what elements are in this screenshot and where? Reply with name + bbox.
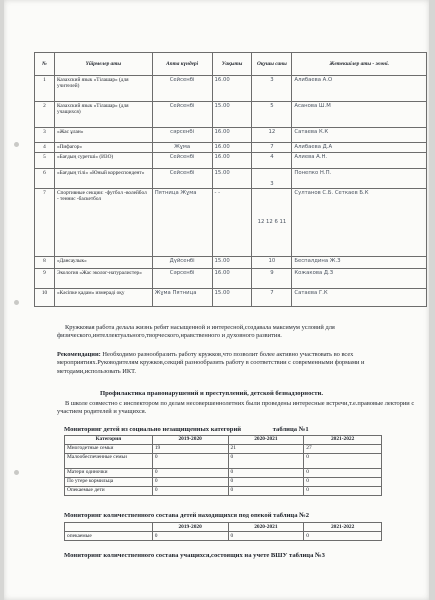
col-number-header: № <box>35 53 55 76</box>
leader-name: Алиева А.Н. <box>292 153 427 169</box>
value-cell: 0 <box>152 469 228 478</box>
monitoring-1-title-text: Мониторинг детей из социально незащищенных категорий <box>64 426 242 433</box>
student-count: 12 12 6 11 <box>252 189 292 257</box>
guardianship-table <box>64 522 382 541</box>
student-count: 5 <box>252 102 292 128</box>
prevention-paragraph <box>57 400 419 417</box>
row-number: 1 <box>35 76 55 102</box>
table-row <box>35 257 427 269</box>
year-header: 2021-2022 <box>304 523 382 532</box>
student-count: 7 <box>252 289 292 307</box>
weekday: сәрсенбі <box>152 128 212 143</box>
year-header: 2020-2021 <box>228 436 304 445</box>
table-row <box>65 445 382 454</box>
leader-name: Алибаева А.О <box>292 76 427 102</box>
value-cell: 0 <box>304 487 382 496</box>
club-name: Казахский язык «Тілашар» (для учителей) <box>54 76 152 102</box>
value-cell: 0 <box>228 469 304 478</box>
club-name: «Дансаулык» <box>54 257 152 269</box>
document-page <box>4 0 429 600</box>
monitoring-table-3-title: Мониторинг количественного состава учащихся,состоящих на учете ВШУ таблица №3 <box>64 552 325 559</box>
table-row <box>35 189 427 257</box>
student-count: 3 <box>252 76 292 102</box>
section-heading: Профилактика правонарушений и преступлений, детской безнадзорности. <box>100 390 323 397</box>
weekday: Сейсенбі <box>152 76 212 102</box>
club-name: Спортивные секции: -футбол -волейбол - теннис -баскетбол <box>54 189 152 257</box>
weekday: Сейсенбі <box>152 102 212 128</box>
time: 16.00 <box>212 269 252 289</box>
table-row <box>35 289 427 307</box>
year-header: 2020-2021 <box>228 523 304 532</box>
value-cell: 0 <box>152 454 228 469</box>
row-number: 3 <box>35 128 55 143</box>
student-count: 7 <box>252 143 292 153</box>
club-name: «Жас ұлан» <box>54 128 152 143</box>
clubs-summary-paragraph <box>57 324 419 341</box>
time: 15.00 <box>212 169 252 189</box>
value-cell: 0 <box>152 487 228 496</box>
row-number: 6 <box>35 169 55 189</box>
value-cell: 0 <box>152 478 228 487</box>
table-row <box>65 454 382 469</box>
table-row <box>35 128 427 143</box>
time: 16.00 <box>212 128 252 143</box>
row-number: 4 <box>35 143 55 153</box>
time: 15.00 <box>212 102 252 128</box>
row-number: 9 <box>35 269 55 289</box>
value-cell: 0 <box>152 532 228 541</box>
leader-name: Султанов С.Б. Сеткаев Б.К <box>292 189 427 257</box>
student-count: 4 <box>252 153 292 169</box>
club-name: Экология «Жас эколог-натуралистер» <box>54 269 152 289</box>
table-row <box>35 169 427 189</box>
time: 16.00 <box>212 153 252 169</box>
club-name: «Кәсіпке қадам» измераді оқу <box>54 289 152 307</box>
weekday: Сәрсенбі <box>152 269 212 289</box>
value-cell: 0 <box>228 532 304 541</box>
summary-text: Кружковая работа делала жизнь ребят насыщенной и интересной,создавала максимум условий для физического,интеллектуального,творческого,нравственного и духовного развития. <box>57 324 335 340</box>
leader-name: Беспалдина Ж.З <box>292 257 427 269</box>
club-name: «Бағдың суретші» (ИЗО) <box>54 153 152 169</box>
col-students-header: Оқушы саны <box>252 53 292 76</box>
monitoring-table-2-title: Мониторинг количественного состава детей находящихся под опекой таблица №2 <box>64 512 310 519</box>
value-cell: 21 <box>228 445 304 454</box>
category-name: Многодетные семьи <box>65 445 153 454</box>
category-name: опекаемые <box>65 532 153 541</box>
col-time-header: Уақыты <box>212 53 252 76</box>
table-row <box>35 269 427 289</box>
table-row <box>35 76 427 102</box>
recommendations-label: Рекомендации: <box>57 351 101 358</box>
leader-name: Асанова Ш.М <box>292 102 427 128</box>
weekday: Сейсенбі <box>152 169 212 189</box>
table-header-row <box>35 53 427 76</box>
value-cell: 19 <box>152 445 228 454</box>
time: 16.00 <box>212 76 252 102</box>
row-number: 5 <box>35 153 55 169</box>
student-count: 9 <box>252 269 292 289</box>
time: 15.00 <box>212 289 252 307</box>
student-count: 12 <box>252 128 292 143</box>
table-row <box>65 487 382 496</box>
weekday: Пятница Жұма <box>152 189 212 257</box>
category-name: Опекаемые дети <box>65 487 153 496</box>
club-name: «Пифагор» <box>54 143 152 153</box>
table-row <box>65 478 382 487</box>
table-row <box>35 143 427 153</box>
recommendations-text: Необходимо разнообразить работу кружков,что позволит более активно участвовать во всех мероприятиях.Руководителям кружков,секций разнообразить работу в соответствии с современными формами и методами,использовать ИКТ. <box>57 351 365 375</box>
year-header: 2021-2022 <box>304 436 382 445</box>
leader-name: Сатаева К.К <box>292 128 427 143</box>
table-header-row <box>65 436 382 445</box>
value-cell: 0 <box>304 454 382 469</box>
value-cell: 0 <box>304 469 382 478</box>
weekday: Жұма Пятница <box>152 289 212 307</box>
row-number: 10 <box>35 289 55 307</box>
col-weekday-header: Апта күндері <box>152 53 212 76</box>
leader-name: Алибаева Д.А <box>292 143 427 153</box>
club-name: Казахский язык «Тілашар» (для учащихся) <box>54 102 152 128</box>
value-cell: 0 <box>228 454 304 469</box>
row-number: 8 <box>35 257 55 269</box>
row-number: 2 <box>35 102 55 128</box>
value-cell: 0 <box>228 487 304 496</box>
weekday: Дүйсенбі <box>152 257 212 269</box>
time: 15.00 <box>212 257 252 269</box>
leader-name: Кожакова Д.З <box>292 269 427 289</box>
punch-hole <box>14 300 19 305</box>
category-name: Матери одиночки <box>65 469 153 478</box>
year-header: 2019-2020 <box>152 523 228 532</box>
category-name: Малообеспеченные семьи <box>65 454 153 469</box>
monitoring-table-1-title <box>64 426 309 433</box>
clubs-table <box>34 52 427 307</box>
value-cell: 0 <box>228 478 304 487</box>
time: - - <box>212 189 252 257</box>
time: 16.00 <box>212 143 252 153</box>
student-count: 10 <box>252 257 292 269</box>
monitoring-1-table-label: таблица №1 <box>272 426 309 433</box>
category-header <box>65 523 153 532</box>
value-cell: 27 <box>304 445 382 454</box>
table-row <box>65 469 382 478</box>
weekday: Жұма <box>152 143 212 153</box>
weekday: Сейсенбі <box>152 153 212 169</box>
year-header: 2019-2020 <box>152 436 228 445</box>
social-categories-table <box>64 435 382 496</box>
category-name: По утере кормильца <box>65 478 153 487</box>
club-name: «Бағдың тілі» «Юный корреспондент» <box>54 169 152 189</box>
col-leader-header: Жетекшілер аты - жөні. <box>292 53 427 76</box>
category-header: Категория <box>65 436 153 445</box>
table-header-row <box>65 523 382 532</box>
table-row <box>35 153 427 169</box>
leader-name: Сатаева Г.К <box>292 289 427 307</box>
prevention-text: В школе совместно с инспектором по делам несовершеннолетних были проведены интересные встречи,т.е.правовые лектории с участием родителей и учащихся. <box>57 400 415 416</box>
row-number: 7 <box>35 189 55 257</box>
col-club-name-header: Үйірмелер аты <box>54 53 152 76</box>
table-row <box>65 532 382 541</box>
value-cell: 0 <box>304 532 382 541</box>
recommendations-paragraph <box>57 351 419 376</box>
table-row <box>35 102 427 128</box>
leader-name: Понепко Н.П. <box>292 169 427 189</box>
punch-hole <box>14 142 19 147</box>
student-count: 3 <box>252 169 292 189</box>
punch-hole <box>14 470 19 475</box>
value-cell: 0 <box>304 478 382 487</box>
